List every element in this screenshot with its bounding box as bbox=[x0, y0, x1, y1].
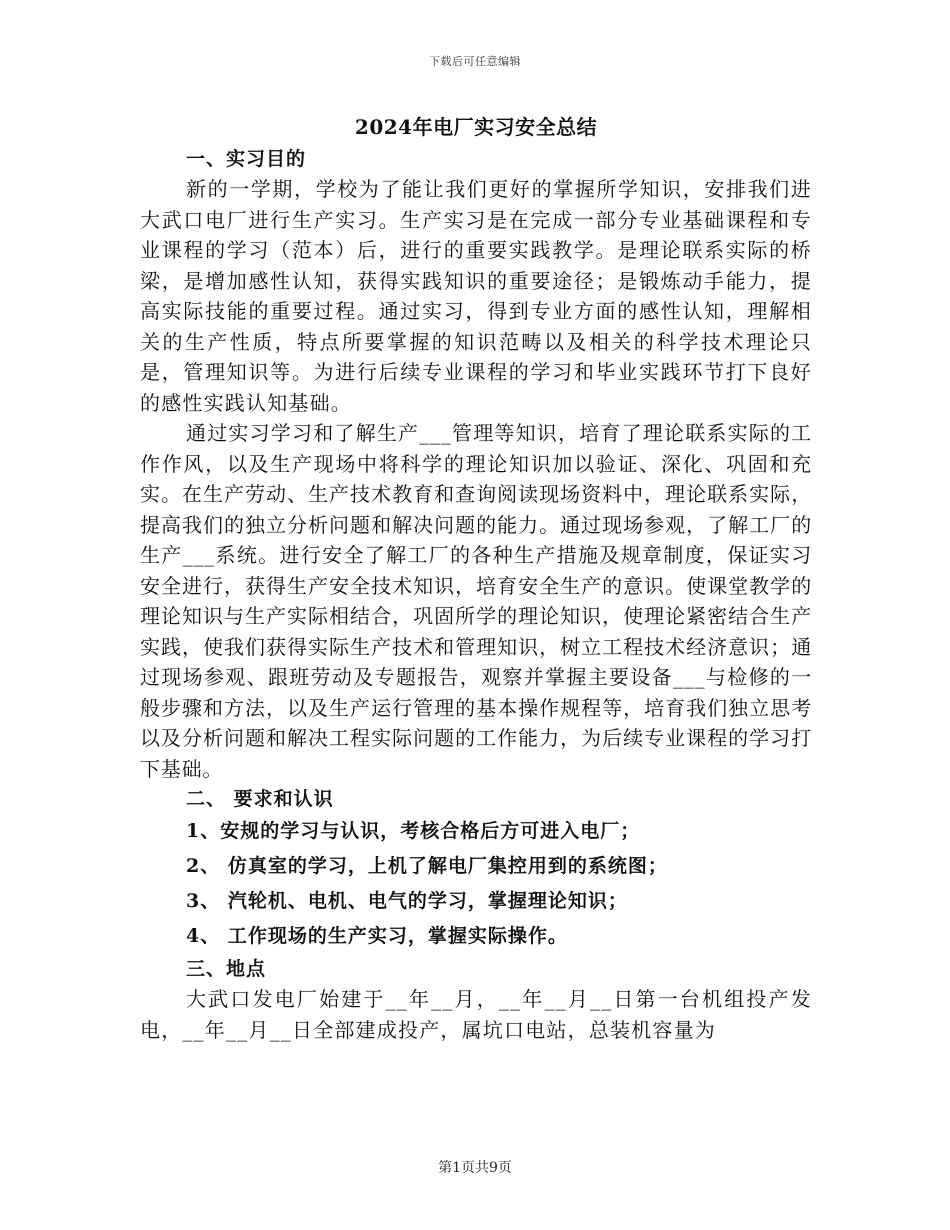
document-body bbox=[140, 110, 812, 1045]
requirement-item-1: 1、安规的学习与认识，考核合格后方可进入电厂； bbox=[186, 820, 641, 842]
section-heading-requirements: 二、 要求和认识 bbox=[186, 788, 334, 810]
document-title: 2024年电厂实习安全总结 bbox=[354, 115, 598, 139]
paragraph-location-1: 大武口发电厂始建于__年__月，__年__月__日第一台机组投产发电，__年__月__日全部建成投产，属坑口电站，总装机容量为 bbox=[140, 987, 812, 1042]
requirement-item-2: 2、 仿真室的学习，上机了解电厂集控用到的系统图； bbox=[186, 855, 668, 877]
page-number-footer: 第1页共9页 bbox=[438, 1160, 512, 1176]
requirement-item-3: 3、 汽轮机、电机、电气的学习，掌握理论知识； bbox=[186, 890, 628, 912]
page-header-note: 下载后可任意编辑 bbox=[429, 55, 521, 68]
requirements-list bbox=[140, 814, 812, 954]
paragraph-purpose-1: 新的一学期，学校为了能让我们更好的掌握所学知识，安排我们进大武口电厂进行生产实习。生产实习是在完成一部分专业基础课程和专业课程的学习（范本）后，进行的重要实践教学。是理论联系实际的桥梁，是增加感性认知，获得实践知识的重要途径；是锻炼动手能力，提高实际技能的重要过程。通过实习，得到专业方面的感性认知，理解相关的生产性质，特点所要掌握的知识范畴以及相关的科学技术理论只是，管理知识等。为进行后续专业课程的学习和毕业实践环节打下良好的感性实践认知基础。 bbox=[140, 177, 812, 415]
requirement-item-4: 4、 工作现场的生产实习，掌握实际操作。 bbox=[186, 925, 568, 947]
section-heading-location: 三、地点 bbox=[186, 958, 267, 980]
section-heading-purpose: 一、实习目的 bbox=[186, 148, 307, 170]
paragraph-purpose-2: 通过实习学习和了解生产___管理等知识，培育了理论联系实际的工作作风，以及生产现场中将科学的理论知识加以验证、深化、巩固和充实。在生产劳动、生产技术教育和查询阅读现场资料中，理论联系实际，提高我们的独立分析问题和解决问题的能力。通过现场参观，了解工厂的生产___系统。进行安全了解工厂的各种生产措施及规章制度，保证实习安全进行，获得生产安全技术知识，培育安全生产的意识。使课堂教学的理论知识与生产实际相结合，巩固所学的理论知识，使理论紧密结合生产实践，使我们获得实际生产技术和管理知识，树立工程技术经济意识；通过现场参观、跟班劳动及专题报告，观察并掌握主要设备___与检修的一般步骤和方法，以及生产运行管理的基本操作规程等，培育我们独立思考以及分析问题和解决工程实际问题的工作能力，为后续专业课程的学习打下基础。 bbox=[140, 421, 812, 781]
